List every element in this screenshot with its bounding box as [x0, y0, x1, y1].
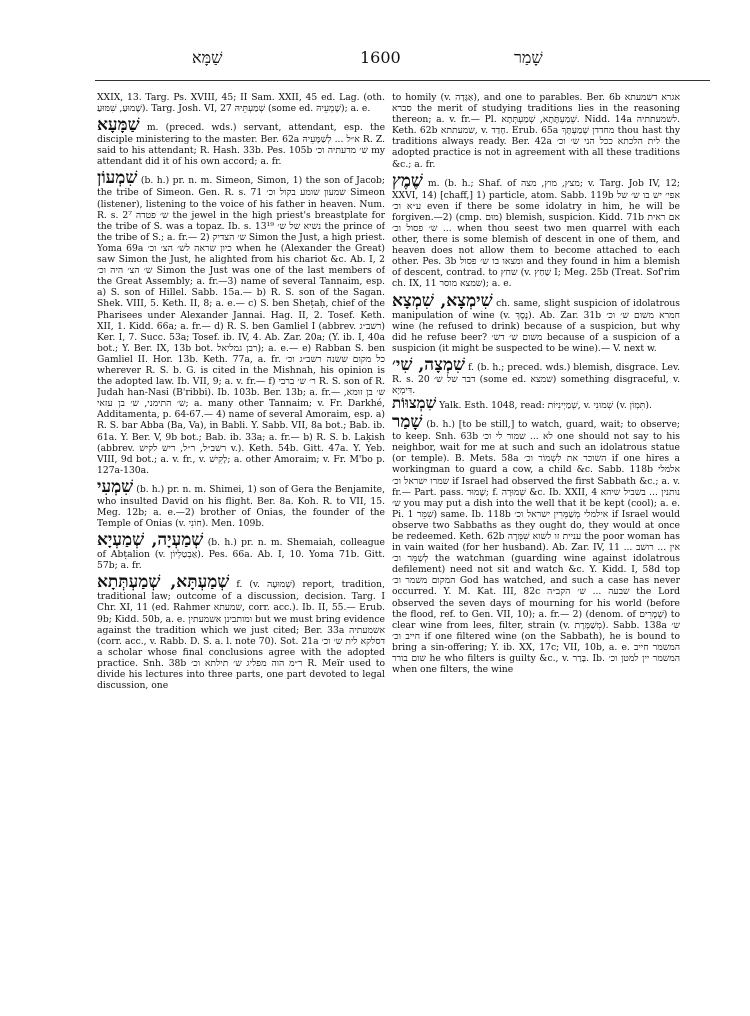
entry-text: (b. h.) pr. n. m. Shemaiah, colleague of Abṭalion (v. אַבְטַלְיוֹן). Pes. 66a. Ab. I, 10. Yoma 71b. Gitt. 57b; a. fr. — [97, 537, 385, 572]
page-number: 1600 — [360, 48, 401, 67]
entry-text: ch. same, slight suspicion of idolatrous manipulation of wine (v. נֶסֶךְ). Ab. Zar. 31b חמרא משום ש׳ וכ׳ wine (he refused to drink) because of a suspicion, but why did he refuse beer? משום ש׳ דש׳ because of a suspicion of a suspicion (it might be suspected to be wine).— V. next w. — [392, 297, 680, 354]
entry-headword: שִׁמְצוּוֹת — [392, 394, 437, 413]
running-head-left: שַׁמָּא — [192, 48, 223, 67]
dictionary-entry — [392, 172, 680, 290]
dictionary-entry — [97, 478, 385, 529]
dictionary-entry — [392, 413, 680, 675]
left-column — [97, 92, 385, 1002]
entry-text: f. (v. שְׁמוּעָה) report, tradition, traditional law; outcome of a discussion, decision. Targ. I Chr. XI, 11 (ed. Rahmer שמעתא, corr. acc.). Ib. II, 55.— Erub. 9b; Kidd. 50b, a. e. ומותבינן אשמעתין but we must bring evidence against the tradition which we just cited; Ber. 33a אשמעתיה (corr. acc., v. Rabb. D. S. a. l. note 70). Sot. 21a דסלקא לית ש׳ וכ׳ a scholar whose final conclusions agree with the adopted practice. Snh. 38b ר״מ הוה מפליג ש׳ תילתא וכ׳ R. Meïr used to divide his lectures into three parts, one part devoted to legal discussion, one — [97, 579, 385, 692]
entry-headword: שִׁמְעוֹן — [97, 168, 138, 189]
dictionary-entry — [392, 356, 680, 396]
dictionary-entry — [392, 92, 680, 170]
entry-headword: שְׁמַעְיָה, שְׁמַעְיָא — [97, 530, 204, 551]
entry-text: XXIX, 13. Targ. Ps. XVIII, 45; II Sam. XXII, 45 ed. Lag. (oth. שָׁמוּעַ, שִׁמּוּעַ). Targ. Josh. VI, 27 שְׁמַעְתֵּיהּ (some ed. שָׁמְעֵיהּ); a. e. — [97, 92, 385, 115]
entry-text: (b. h.) [to be still,] to watch, guard, wait; to observe; to keep. Snh. 63b לא ... שמור לי וכ׳ one should not say to his neighbor, wait for me at such and such an idolatrous statue (or temple). B. Mets. 58a השוכר את לִשְׁמוֹר וכ׳ if one hires a workingman to guard a cow, a child &c. Sabb. 118b אלמלי שמרו ישראל וכ׳ if Israel had observed the first Sabbath &c.; a. v. fr.— Part. pass. שָׁמוּר; f. שְׁמוּרָה &c. Ib. XXII, 4 נותנין ... בשביל שיהא ש׳ you may put a dish into the well that it be kept (cool); a. e. Pi. שִׁמֵּר 1) same. Ib. 118b אילמלי מְשַׁמְּרִין ישראל וכ׳ if Israel would observe two Sabbaths as they ought do, they would at once be redeemed. Keth. 62b עניית זו לשוא שִׁמְּרָה the poor woman has in vain waited (for her husband). Ab. Zar. IV, 11 אין ... רושב ... לְשַׁמֵּר וכ׳ the watchman (guarding wine against idolatrous defilement) need not sit and watch &c. Y. Kidd. I, 58d top המקום משמר וכ׳ God has watched, and such a case has never occurred. Y. M. Kat. III, 82c שבעה ... ש׳ הקב״ה the Lord observed the seven days of mourning for his world (before the flood, ref. to Gen. VII, 10); a. fr.— 2) (denom. of שְׁמָרִים) to clear wine from lees, filter, strain (v. מְשַׁמֶּרֶת). Sabb. 138a ש׳ חייב וכ׳ if one filtered wine (on the Sabbath), he is bound to bring a sin-offering; Y. ib. XX, 17c; VII, 10b, a. e. המשמר חייב שום בורר he who filters is guilty &c., v. בָּרַר. Ib. המשמר יין למטן וכ׳ when one filters, the wine — [392, 419, 680, 676]
right-column — [392, 92, 680, 1002]
entry-text: to homily (v. אַגָּדָה), and one to parables. Ber. 6b אגרא דשמעתא סברא the merit of studying traditions lies in the reasoning thereon; a. v. fr.— Pl. שְׁמַעְתָּתָא, שְׁמַעְתְּתָא. Nidd. 14a לשמעתתיה. Keth. 62b שמעתתא, v. חָדַד. Erub. 65a מחדדן שְׁמַעְתָּךְ thou hast thy traditions always ready. Ber. 42a לית הלכתא ככל הני ש׳ וכ׳ the adopted practice is not in agreement with all these traditions &c.; a. fr. — [392, 92, 680, 170]
dictionary-entry — [97, 573, 385, 691]
header-rule — [95, 80, 710, 81]
entry-headword: שִׁמְעִי — [97, 476, 134, 497]
entry-text: (b. h.) pr. n. m. Simeon, Simon, 1) the son of Jacob; the tribe of Simeon. Gen. R. s. 71 שמעון שומע בקול וכ׳ Simeon (listener), listening to the voice of his father in heaven. Num. R. s. 2⁷ ש׳ פטדה the jewel in the high priest's breastplate for the tribe of S. was a topaz. Ib. s. 13¹⁹ נשיא של ש׳ the prince of the tribe of S.; a. fr.— 2) ש׳ הצדיק Simon the Just, a high priest. Yoma 69a כיון שראה לש׳ הצ׳ וכ׳ when he (Alexander the Great) saw Simon the Just, he alighted from his chariot &c. Ab. I, 2 ש׳ הצ׳ היה וכ׳ Simon the Just was one of the last members of the Great Assembly; a. fr.—3) name of several Tannaim, esp. a) S. son of Hillel. Sabb. 15a.— b) R. S. son of the Sagan. Shek. VIII, 5. Keth. II, 8; a. e.— c) S. ben Sheṭaḥ, chief of the Pharisees under Alexander Jannai. Hag. II, 2. Tosef. Keth. XII, 1. Kidd. 66a; a. fr.— d) R. S. ben Gamliel I (abbrev. רשב״ג) Ker. I, 7. Succ. 53a; Tosef. ib. IV, 4. Ab. Zar. 20a; (Y. ib. I, 40a bot.; Y. Ber. IX, 13b bot. רבן גמליאל); a. e.— e) Rabban S. ben Gamliel II. Hor. 13b. Keth. 77a, a. fr. כל מקום ששנה רשב״ג וכ׳ wherever R. S. b. G. is cited in the Mishnah, his opinion is the adopted law. Ib. VII, 9; a. v. fr.— f) ר׳ ש׳ ברבי R. S. son of R. Judah han-Nasi (B'ribbi). Ib. 103b. Ber. 13b; a. fr.— ש׳ בן זומא, ש׳ התימני, ש׳ בן עזאי; a. many other Tannaim; v. Fr. Darkhé, Additamenta, p. 64-67.— 4) name of several Amoraim, esp. a) R. S. bar Abba (Ba, Va), in Babli. Y. Sabb. VII, 8a bot.; Bab. ib. 61a. Y. Ber. V, 9b bot.; Bab. ib. 33a; a. fr.— b) R. S. b. Laḳish (abbrev. רשב״ל, ר״ל, ריש לקיש v.). Keth. 54b. Gitt. 47a. Y. Yeb. VIII, 9d bot.; a. v. fr., v. לָקִישׁ; a. other Amoraim; v. Fr. M'bo p. 127a-130a. — [97, 175, 385, 476]
entry-headword: שִׁימְצָא, שִׁמְצָא — [392, 290, 493, 311]
entry-headword: שְׁמַעְתָּא, שְׁמַעְתְּתָא — [97, 572, 230, 593]
entry-text: Yalk. Esth. 1048, read: שְׁמַיְינִיּוֹת, v. שְׁמוּנִי (v. תִּמְוֹן). — [439, 400, 652, 412]
entry-text: f. (b. h.; preced. wds.) blemish, disgrace. Lev. R. s. 20 דבר של ש׳ (some ed. שמצא) something disgraceful, v. דִּימְיָא. — [392, 361, 680, 396]
entry-headword: שָׁמַר — [392, 412, 423, 433]
entry-headword: שַׁמָּעָא — [97, 115, 140, 136]
dictionary-entry — [392, 394, 680, 413]
entry-text: m. (b. h.; Shaf. of מצץ, מוץ, מצה; v. Targ. Job IV, 12; XXVI, 14) [chaff,] 1) particle, atom. Sabb. 119b אפי׳ יש בו ש׳ של ע״א וכ׳ even if there be some idolatry in him, he will be forgiven.—2) (cmp. מוּם) blemish, suspicion. Kidd. 71b אם ראית ... ש׳ פסול וכ׳ when thou seest two men quarrel with each other, there is some blemish of descent in one of them, and heaven does not allow them to become attached to each other. Pes. 3b ומצאו בו ש׳ פסול and they found in him a blemish of descent, contrad. to שחץ (v. שַׁחַץ I; Meg. 25b (Treat. Sof'rim ch. IX, 11 שמצא מוסר); a. e. — [392, 177, 680, 290]
dictionary-entry — [97, 92, 385, 114]
entry-headword: שֶׁמֶץ — [392, 170, 423, 191]
running-head-right: שָׁמַר — [514, 48, 543, 67]
page-header — [30, 48, 720, 72]
entry-headword: שִׁמְצָה, שִׁי׳ — [392, 354, 466, 375]
entry-text: m. (preced. wds.) servant, attendant, esp. the disciple ministering to the master. Ber. 62a א״ל ... לְשַׁמָּעֵיהּ R. Z. said to his attendant; R. Hash. 33b. Pes. 105b ש׳ מדעתיה וכ׳ my attendant did it of his own accord; a. fr. — [97, 122, 385, 168]
entry-text: (b. h.) pr. n. m. Shimei, 1) son of Gera the Benjamite, who insulted David on his flight. Ber. 8a. Koh. R. to VII, 15. Meg. 12b; a. e.—2) brother of Onias, the founder of the Temple of Onias (v. חוֹנִי). Men. 109b. — [97, 483, 385, 530]
dictionary-entry — [97, 169, 385, 475]
dictionary-entry — [392, 292, 680, 354]
dictionary-entry — [97, 531, 385, 571]
dictionary-entry — [97, 116, 385, 167]
